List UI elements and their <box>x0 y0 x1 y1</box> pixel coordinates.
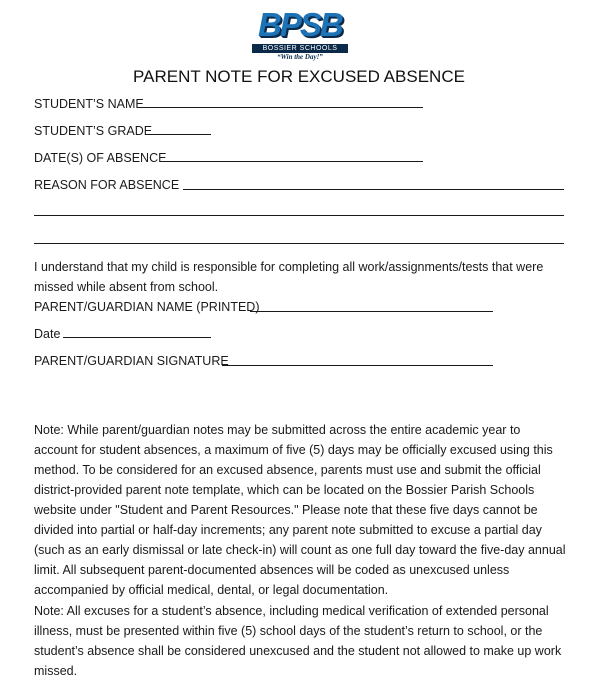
dates-of-absence-line[interactable] <box>162 161 423 162</box>
note-five-day-limit: Note: While parent/guardian notes may be submitted across the entire academic year to account for student absences, a maximum of five (5) days may be officially excused using this method. To be considered for an excused absence, parents must use and submit the official district-provided parent note template, which can be located on the Bossier Parish Schools website under "Student and Parent Resources." Please note that these five days cannot be divided into partial or half-day increments; any parent note submitted to excuse a partial day (such as an early dismissal or late check-in) will count as one full day toward the five-day annual limit. All subsequent parent-documented absences will be coded as unexcused unless accompanied by official medical, dental, or legal documentation. <box>34 423 566 597</box>
student-grade-line[interactable] <box>150 134 211 135</box>
reason-line-2[interactable] <box>34 215 564 216</box>
date-line[interactable] <box>63 337 211 338</box>
student-name-line[interactable] <box>142 107 423 108</box>
bossier-schools-logo <box>252 6 348 62</box>
note-submission-deadline: Note: All excuses for a student’s absence, including medical verification of extended personal illness, must be presented within five (5) school days of the student’s return to school, or the student’s absence shall be considered unexcused and the student not allowed to make up work missed. <box>34 604 562 678</box>
parent-signature-line[interactable] <box>222 365 493 366</box>
parent-name-line[interactable] <box>250 311 493 312</box>
logo-tagline: “Win the Day!” <box>277 53 323 61</box>
date-label: Date <box>34 327 61 341</box>
reason-line-1[interactable] <box>183 189 564 190</box>
reason-line-3[interactable] <box>34 243 564 244</box>
acknowledgement-text: I understand that my child is responsible for completing all work/assignments/tests that were missed while absent from school. <box>34 260 544 294</box>
parent-signature-label: PARENT/GUARDIAN SIGNATURE <box>34 354 229 368</box>
parent-name-label: PARENT/GUARDIAN NAME (PRINTED) <box>34 300 260 314</box>
student-grade-label: STUDENT’S GRADE <box>34 124 153 138</box>
student-name-label: STUDENT’S NAME <box>34 97 144 111</box>
reason-for-absence-label: REASON FOR ABSENCE <box>34 178 180 192</box>
form-title: PARENT NOTE FOR EXCUSED ABSENCE <box>133 67 465 86</box>
dates-of-absence-label: DATE(S) OF ABSENCE <box>34 151 167 165</box>
logo-mark: BPSB <box>258 6 342 43</box>
logo-school-name: BOSSIER SCHOOLS <box>252 44 348 53</box>
